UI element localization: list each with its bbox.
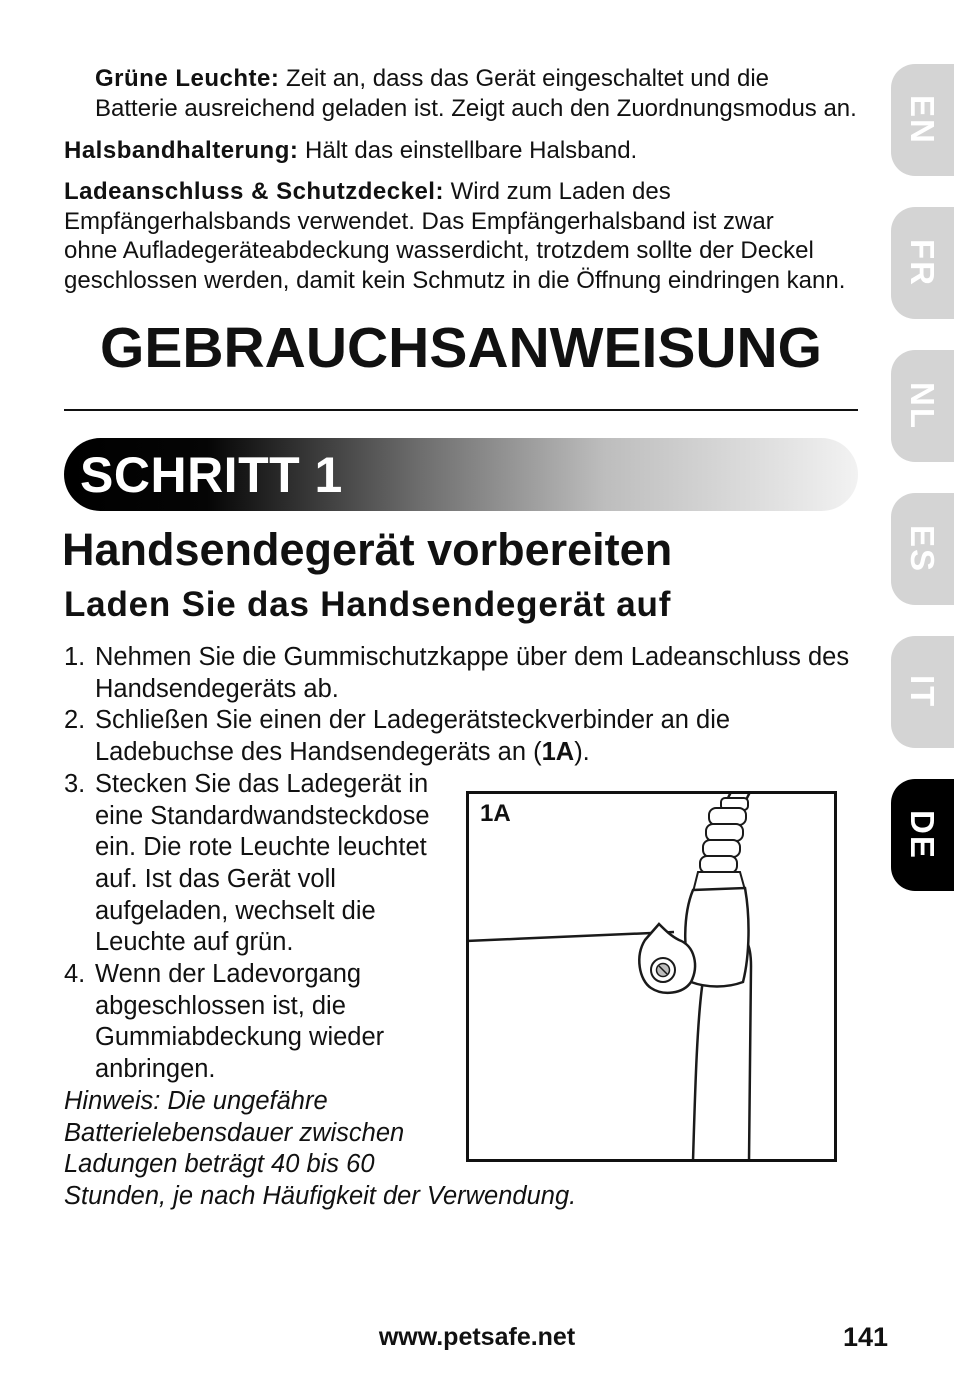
step-text	[95, 959, 384, 1086]
step-line: eine Standardwandsteckdose	[95, 801, 430, 830]
step-text	[95, 642, 849, 705]
step-banner	[64, 438, 858, 511]
step-line: Gummiabdeckung wieder	[95, 1023, 385, 1052]
language-tab-label: EN	[904, 95, 941, 145]
note-line: Ladungen beträgt 40 bis 60	[64, 1150, 375, 1179]
step-number: 3.	[64, 769, 86, 798]
page-number: 141	[842, 1322, 888, 1352]
step-line: anbringen.	[95, 1055, 216, 1084]
definition-collar-holder	[64, 136, 637, 166]
language-tab-label: IT	[904, 675, 941, 709]
definition-green-light	[95, 64, 769, 94]
note-line: Hinweis: Die ungefähre	[64, 1086, 328, 1115]
figure-reference: 1A	[541, 738, 575, 767]
page-title: GEBRAUCHSANWEISUNG	[99, 316, 823, 380]
language-tab-label: NL	[904, 382, 941, 430]
note-line: Batterielebensdauer zwischen	[64, 1118, 405, 1147]
connector-rib	[703, 840, 740, 857]
language-tab-label: FR	[904, 239, 941, 287]
definition-text: Empfängerhalsbands verwendet. Das Empfängerhalsband ist zwar	[64, 208, 774, 235]
language-tab-en	[891, 64, 954, 176]
step-line: ein. Die rote Leuchte leuchtet	[95, 833, 427, 862]
step-line: Nehmen Sie die Gummischutzkappe über dem Ladeanschluss des	[95, 643, 850, 671]
step-number: 4.	[64, 960, 86, 989]
definition-label: Halsbandhalterung:	[64, 137, 299, 164]
connector-rib	[709, 808, 746, 825]
note-line: Stunden, je nach Häufigkeit der Verwendung.	[64, 1181, 577, 1210]
section-subheading: Laden Sie das Handsendegerät auf	[64, 585, 672, 624]
definition-charging-port	[64, 177, 671, 207]
step-line: Wenn der Ladevorgang	[95, 960, 362, 989]
step-banner-label: SCHRITT 1	[80, 446, 343, 503]
step-line-text: Ladebuchse des Handsendegeräts an (	[95, 738, 542, 767]
language-tab-nl	[891, 350, 954, 462]
title-divider	[64, 409, 858, 411]
definition-text: Batterie ausreichend geladen ist. Zeigt auch den Zuordnungsmodus an.	[95, 95, 857, 122]
definition-text: Zeit an, dass das Gerät eingeschaltet und die	[286, 65, 769, 92]
connector-rib	[700, 856, 737, 873]
step-line: Stecken Sie das Ladegerät in	[95, 769, 429, 798]
step-line: Leuchte auf grün.	[95, 928, 294, 957]
definition-label: Grüne Leuchte:	[95, 65, 280, 92]
definition-label: Ladeanschluss & Schutzdeckel:	[64, 178, 444, 205]
definition-text: ohne Aufladegeräteabdeckung wasserdicht, trotzdem sollte der Deckel	[64, 237, 814, 264]
definition-text: Wird zum Laden des	[450, 178, 671, 205]
step-number: 2.	[64, 706, 86, 735]
step-line	[95, 737, 730, 769]
definition-text: Hält das einstellbare Halsband.	[305, 137, 638, 164]
step-1	[64, 642, 849, 705]
connector-rib	[706, 824, 743, 841]
section-heading: Handsendegerät vorbereiten	[62, 524, 673, 575]
language-tab-es	[891, 493, 954, 605]
step-text	[95, 769, 430, 959]
language-tab-label: DE	[904, 810, 941, 860]
step-line-text: ).	[574, 738, 590, 767]
step-line: aufgeladen, wechselt die	[95, 896, 376, 925]
step-text	[95, 705, 730, 768]
step-line: auf. Ist das Gerät voll	[95, 864, 336, 893]
language-tab-it	[891, 636, 954, 748]
step-line: Handsendegeräts ab.	[95, 674, 339, 703]
step-2	[64, 705, 849, 768]
figure-1a	[466, 791, 837, 1162]
language-tab-fr	[891, 207, 954, 319]
charger-illustration	[469, 794, 834, 1159]
step-line: abgeschlossen ist, die	[95, 991, 346, 1020]
definition-text: geschlossen werden, damit kein Schmutz in die Öffnung eindringen kann.	[64, 267, 846, 294]
step-number: 1.	[64, 643, 86, 671]
figure-label: 1A	[480, 800, 511, 827]
step-line: Schließen Sie einen der Ladegerätsteckverbinder an die	[95, 706, 731, 735]
footer-website: www.petsafe.net	[378, 1323, 576, 1351]
language-tab-label: ES	[904, 524, 941, 574]
language-tab-de	[891, 779, 954, 891]
